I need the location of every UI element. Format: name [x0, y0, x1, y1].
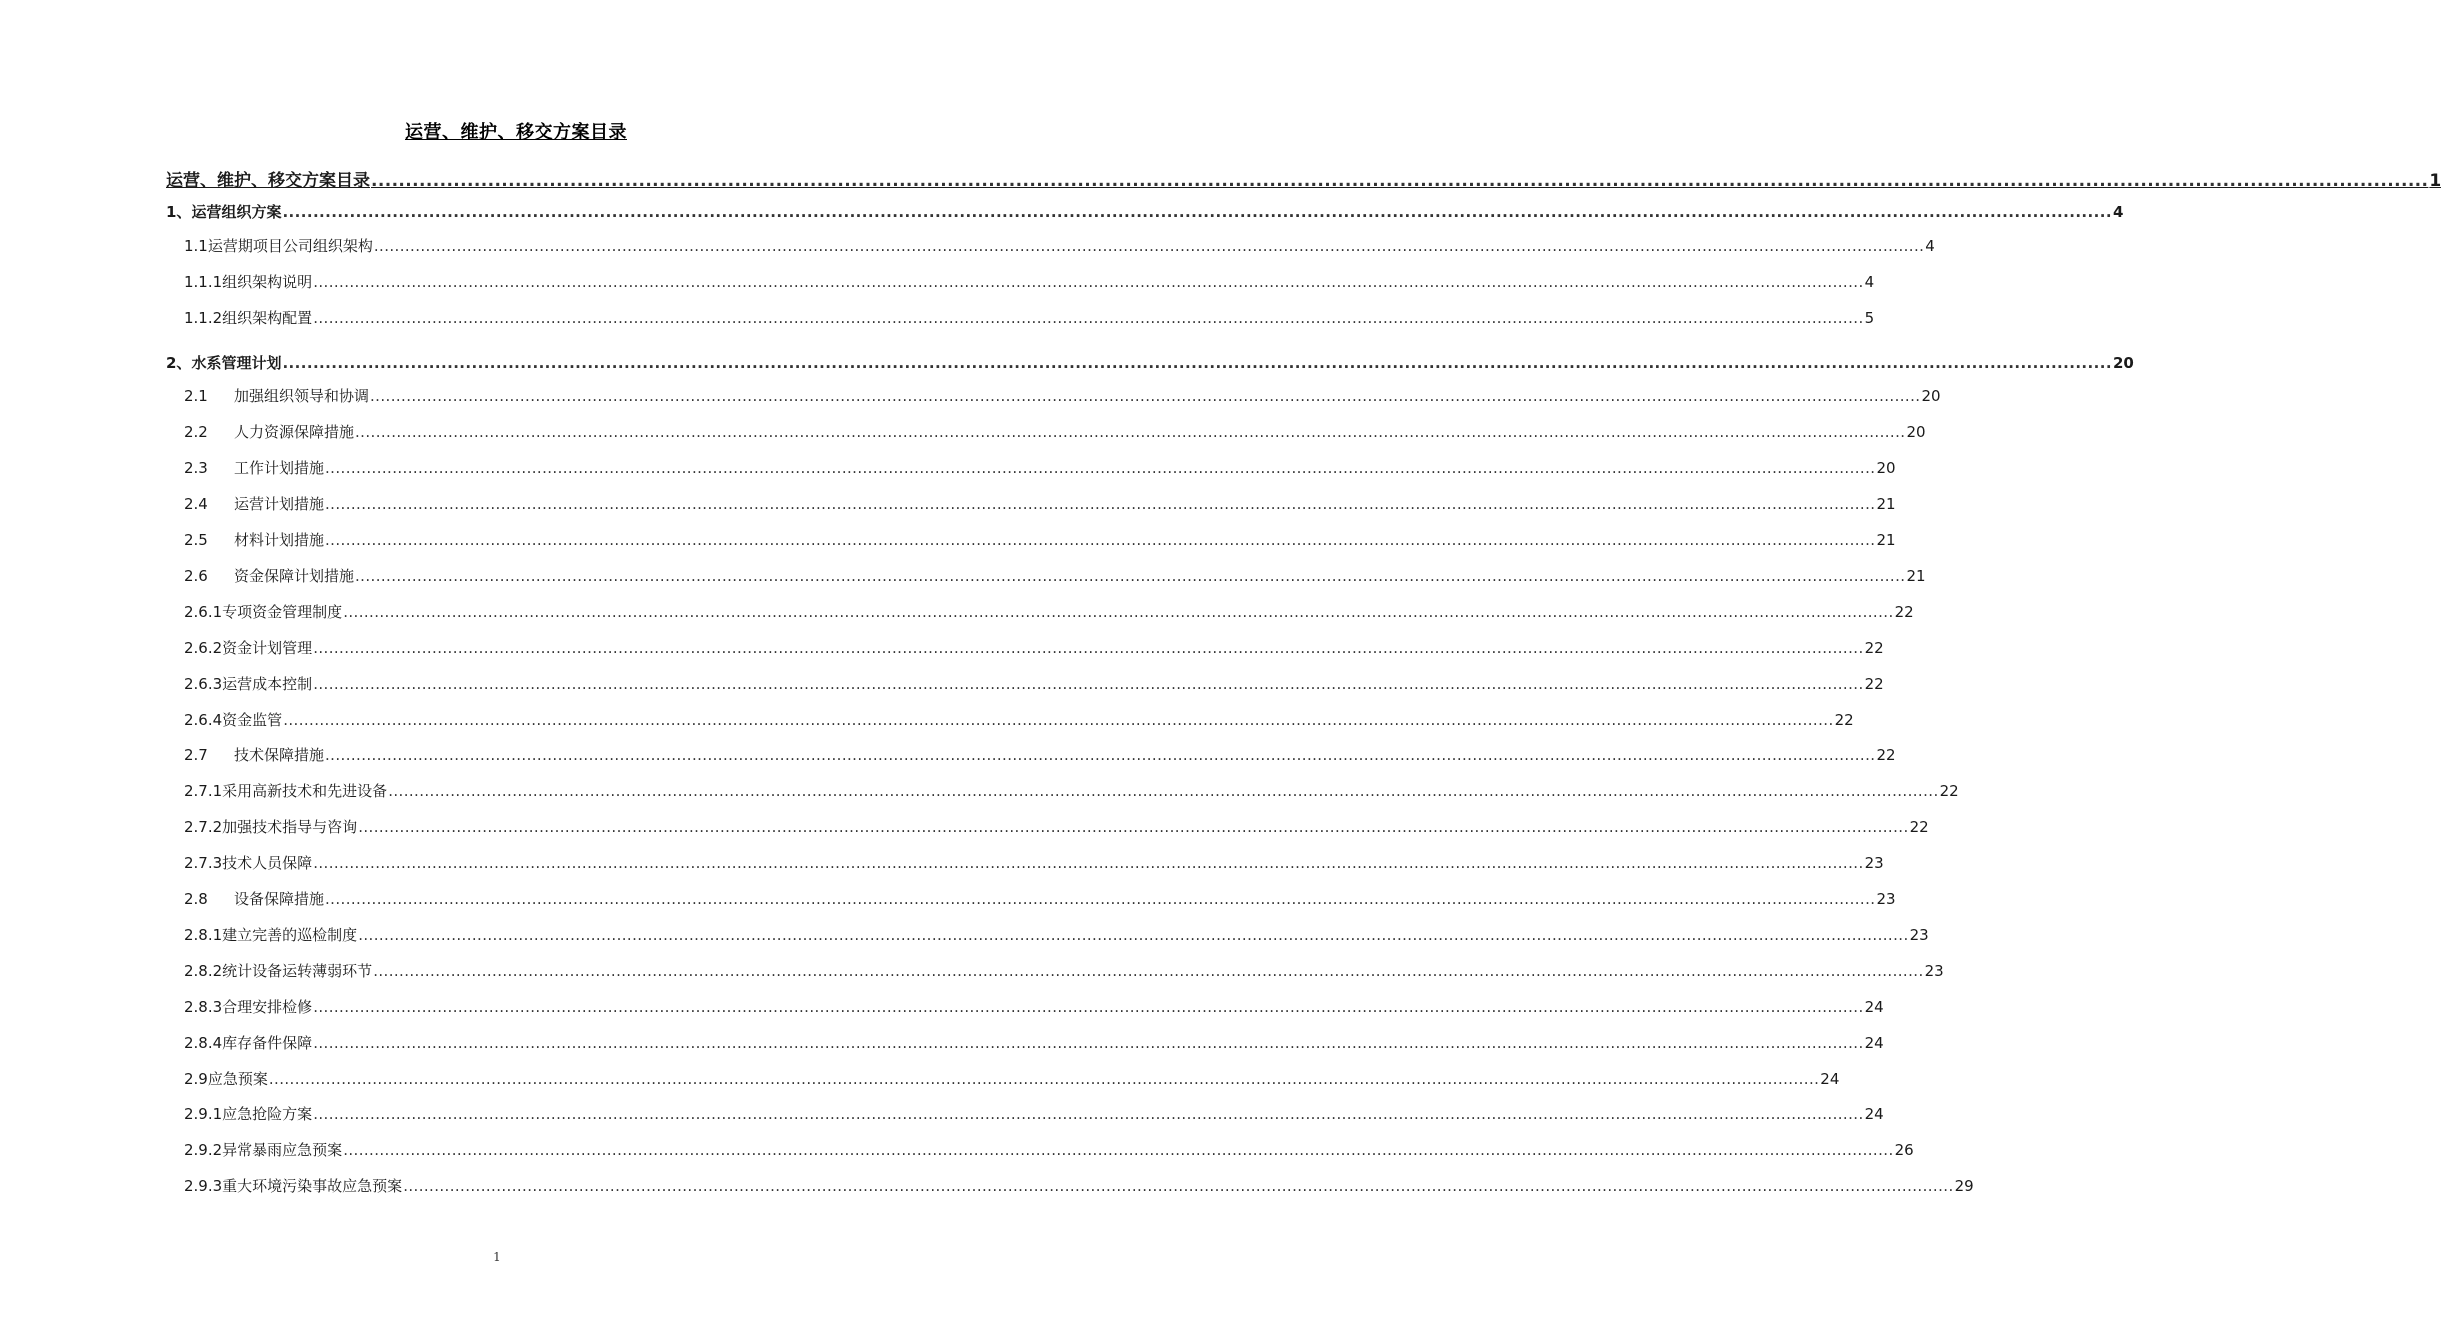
- toc-entry-text: 材料计划措施: [234, 531, 325, 549]
- toc-entry-text: 资金保障计划措施: [234, 567, 355, 585]
- toc-entry[interactable]: [184, 565, 1926, 586]
- toc-dot-leader: ............................................................................................................................................................................................................................................................................................................: [373, 237, 1925, 255]
- toc-entry[interactable]: [184, 457, 1896, 478]
- toc-dot-leader: ............................................................................................................................................................................................................................................................................................................: [325, 459, 1876, 477]
- toc-entry-text: 库存备件保障: [222, 1034, 313, 1052]
- toc-entry-label: [184, 1175, 402, 1196]
- toc-entry-label: [184, 996, 312, 1017]
- toc-entry-text: 运营组织方案: [191, 203, 282, 221]
- toc-entry-label: [166, 201, 281, 222]
- toc-entry-label: [184, 673, 312, 694]
- toc-entry-label: [184, 1139, 342, 1160]
- toc-entry-number: 2.7.3: [184, 854, 223, 872]
- toc-entry[interactable]: [184, 601, 1914, 622]
- toc-entry[interactable]: [166, 352, 2134, 373]
- toc-entry[interactable]: [184, 709, 1854, 730]
- toc-entry-page: 21: [1876, 531, 1896, 549]
- toc-dot-leader: ............................................................................................................................................................................................................................................................................................................: [313, 854, 1864, 872]
- toc-entry[interactable]: [184, 673, 1884, 694]
- toc-entry-number: 2.8.3: [184, 998, 223, 1016]
- toc-dot-leader: ............................................................................................................................................................................................................................................................................................................: [313, 309, 1864, 327]
- toc-entry[interactable]: [184, 1068, 1840, 1089]
- toc-entry-number: 2.4: [184, 495, 208, 513]
- toc-entry-label: [184, 565, 354, 586]
- toc-entry-text: 运营计划措施: [234, 495, 325, 513]
- toc-entry-page: 1: [2429, 171, 2441, 191]
- toc-entry-label: [184, 637, 312, 658]
- toc-entry[interactable]: [184, 996, 1884, 1017]
- toc-entry-page: 29: [1954, 1177, 1974, 1195]
- toc-entry-label: [184, 1032, 312, 1053]
- toc-entry-page: 21: [1876, 495, 1896, 513]
- toc-entry-label: [184, 924, 357, 945]
- toc-entry-label: [184, 816, 357, 837]
- toc-dot-leader: ............................................................................................................................................................................................................................................................................................................: [355, 567, 1906, 585]
- toc-entry-page: 24: [1864, 1034, 1884, 1052]
- toc-dot-leader: ............................................................................................................................................................................................................................................................................................................: [343, 1141, 1894, 1159]
- toc-entry-page: 22: [1909, 818, 1929, 836]
- toc-dot-leader: ............................................................................................................................................................................................................................................................................................................: [403, 1177, 1954, 1195]
- toc-entry[interactable]: [184, 924, 1929, 945]
- toc-dot-leader: ............................................................................................................................................................................................................................................................................................................: [283, 711, 1834, 729]
- toc-entry-number: 2.6: [184, 567, 208, 585]
- toc-entry-page: 20: [1876, 459, 1896, 477]
- toc-entry-number: 2.9.1: [184, 1105, 223, 1123]
- toc-entry-label: [184, 1103, 312, 1124]
- toc-entry-page: 22: [1939, 782, 1959, 800]
- toc-entry-number: 2.7.1: [184, 782, 223, 800]
- toc-entry-label: [184, 888, 324, 909]
- toc-entry-text: 组织架构配置: [222, 309, 313, 327]
- toc-entry-text: 设备保障措施: [234, 890, 325, 908]
- toc-entry-label: [184, 457, 324, 478]
- toc-entry-number: 2.7.2: [184, 818, 223, 836]
- toc-entry-number: 2.5: [184, 531, 208, 549]
- toc-entry[interactable]: [184, 637, 1884, 658]
- toc-entry[interactable]: [184, 1139, 1914, 1160]
- toc-entry-label: [184, 385, 369, 406]
- toc-entry-text: 资金计划管理: [222, 639, 313, 657]
- toc-dot-leader: ............................................................................................................................................................................................................................................................................................................: [325, 495, 1876, 513]
- toc-entry-text: 应急抢险方案: [222, 1105, 313, 1123]
- toc-dot-leader: ............................................................................................................................................................................................................................................................................................................: [373, 962, 1924, 980]
- toc-dot-leader: ............................................................................................................................................................................................................................................................................................................: [282, 354, 2112, 372]
- toc-dot-leader: ............................................................................................................................................................................................................................................................................................................: [313, 998, 1864, 1016]
- toc-entry[interactable]: [184, 852, 1884, 873]
- toc-entry-text: 技术保障措施: [234, 746, 325, 764]
- toc-dot-leader: ............................................................................................................................................................................................................................................................................................................: [325, 531, 1876, 549]
- toc-entry-number: 2.7: [184, 746, 208, 764]
- toc-entry-page: 22: [1864, 639, 1884, 657]
- toc-entry-number: 1.1.1: [184, 273, 223, 291]
- toc-entry-label: [184, 852, 312, 873]
- toc-entry-page: 22: [1864, 675, 1884, 693]
- toc-entry[interactable]: [184, 780, 1959, 801]
- toc-entry-label: [184, 529, 324, 550]
- toc-entry-label: [184, 235, 373, 256]
- toc-dot-leader: ............................................................................................................................................................................................................................................................................................................: [313, 675, 1864, 693]
- toc-entry-text: 加强组织领导和协调: [234, 387, 370, 405]
- toc-entry-page: 23: [1924, 962, 1944, 980]
- toc-entry-label: [184, 421, 354, 442]
- toc-entry-label: [184, 601, 342, 622]
- toc-entry-text: 运营、维护、移交方案目录: [166, 171, 370, 191]
- document-title: 运营、维护、移交方案目录: [405, 122, 627, 143]
- toc-entry-label: [166, 352, 281, 373]
- toc-entry-number: 2、: [166, 354, 192, 372]
- toc-entry-page: 22: [1834, 711, 1854, 729]
- toc-entry-page: 20: [1906, 423, 1926, 441]
- toc-dot-leader: ............................................................................................................................................................................................................................................................................................................: [268, 1070, 1820, 1088]
- toc-dot-leader: ............................................................................................................................................................................................................................................................................................................: [343, 603, 1894, 621]
- toc-entry-text: 应急预案: [207, 1070, 268, 1088]
- toc-entry-page: 23: [1864, 854, 1884, 872]
- toc-entry-text: 建立完善的巡检制度: [222, 926, 358, 944]
- toc-entry[interactable]: [184, 960, 1944, 981]
- toc-entry-page: 24: [1864, 1105, 1884, 1123]
- toc-entry-number: 2.6.4: [184, 711, 223, 729]
- toc-entry-page: 4: [1925, 237, 1935, 255]
- toc-entry-text: 异常暴雨应急预案: [222, 1141, 343, 1159]
- toc-dot-leader: ............................................................................................................................................................................................................................................................................................................: [313, 1034, 1864, 1052]
- toc-entry-page: 20: [2112, 354, 2134, 372]
- toc-dot-leader: ............................................................................................................................................................................................................................................................................................................: [313, 1105, 1864, 1123]
- toc-entry-number: 2.1: [184, 387, 208, 405]
- toc-dot-leader: ............................................................................................................................................................................................................................................................................................................: [313, 639, 1864, 657]
- toc-dot-leader: ............................................................................................................................................................................................................................................................................................................: [358, 926, 1909, 944]
- toc-entry-text: 加强技术指导与咨询: [222, 818, 358, 836]
- toc-entry-text: 专项资金管理制度: [222, 603, 343, 621]
- toc-entry-page: 23: [1876, 890, 1896, 908]
- toc-entry[interactable]: [184, 385, 1941, 406]
- toc-entry-page: 21: [1906, 567, 1926, 585]
- toc-entry[interactable]: [184, 744, 1896, 765]
- toc-dot-leader: ............................................................................................................................................................................................................................................................................................................: [358, 818, 1909, 836]
- toc-entry[interactable]: [184, 1103, 1884, 1124]
- toc-entry-number: 2.9.3: [184, 1177, 223, 1195]
- toc-entry-number: 1.1: [184, 237, 208, 255]
- toc-entry-page: 4: [2112, 203, 2124, 221]
- toc-entry-text: 统计设备运转薄弱环节: [222, 962, 373, 980]
- toc-entry[interactable]: [184, 529, 1896, 550]
- toc-entry-number: 2.9: [184, 1070, 208, 1088]
- toc-dot-leader: ............................................................................................................................................................................................................................................................................................................: [355, 423, 1906, 441]
- toc-entry-text: 水系管理计划: [191, 354, 282, 372]
- toc-entry-label: [184, 744, 324, 765]
- toc-entry-page: 4: [1864, 273, 1875, 291]
- toc-entry-label: [184, 1068, 268, 1089]
- toc-entry[interactable]: [166, 201, 2124, 222]
- toc-entry-label: [184, 271, 312, 292]
- toc-dot-leader: ............................................................................................................................................................................................................................................................................................................: [282, 203, 2112, 221]
- toc-entry-text: 合理安排检修: [222, 998, 313, 1016]
- toc-entry[interactable]: [184, 888, 1896, 909]
- toc-entry[interactable]: [184, 271, 1875, 292]
- toc-dot-leader: ............................................................................................................................................................................................................................................................................................................: [388, 782, 1939, 800]
- toc-entry-page: 22: [1894, 603, 1914, 621]
- toc-entry-text: 组织架构说明: [222, 273, 313, 291]
- toc-entry-number: 2.8: [184, 890, 208, 908]
- toc-entry-text: 技术人员保障: [222, 854, 313, 872]
- toc-entry-number: 2.2: [184, 423, 208, 441]
- page-number: 1: [493, 1250, 501, 1264]
- toc-entry-page: 20: [1921, 387, 1941, 405]
- toc-dot-leader: ............................................................................................................................................................................................................................................................................................................: [325, 890, 1876, 908]
- toc-entry-page: 22: [1876, 746, 1896, 764]
- toc-entry-number: 1.1.2: [184, 309, 223, 327]
- toc-entry[interactable]: [184, 1032, 1884, 1053]
- toc-entry[interactable]: [184, 493, 1896, 514]
- toc-entry-text: 工作计划措施: [234, 459, 325, 477]
- toc-entry[interactable]: [184, 816, 1929, 837]
- toc-entry-text: 运营期项目公司组织架构: [207, 237, 373, 255]
- toc-entry-page: 23: [1909, 926, 1929, 944]
- toc-entry-text: 人力资源保障措施: [234, 423, 355, 441]
- toc-dot-leader: ............................................................................................................................................................................................................................................................................................................: [370, 387, 1921, 405]
- toc-entry-label: [166, 166, 370, 191]
- toc-entry-text: 重大环境污染事故应急预案: [222, 1177, 403, 1195]
- toc-entry-page: 24: [1820, 1070, 1840, 1088]
- toc-entry-page: 24: [1864, 998, 1884, 1016]
- toc-entry-label: [184, 780, 387, 801]
- toc-entry-label: [184, 960, 372, 981]
- toc-entry[interactable]: [184, 235, 1935, 256]
- toc-entry-text: 资金监管: [222, 711, 283, 729]
- toc-entry-number: 2.6.1: [184, 603, 223, 621]
- toc-dot-leader: ............................................................................................................................................................................................................................................................................................................: [371, 171, 2429, 191]
- toc-entry-number: 2.8.2: [184, 962, 223, 980]
- toc-entry[interactable]: [166, 166, 2441, 191]
- toc-entry-page: 5: [1864, 309, 1875, 327]
- toc-entry-number: 2.9.2: [184, 1141, 223, 1159]
- toc-entry-number: 2.6.3: [184, 675, 223, 693]
- toc-entry-label: [184, 709, 282, 730]
- toc-entry-text: 运营成本控制: [222, 675, 313, 693]
- toc-entry-number: 2.3: [184, 459, 208, 477]
- toc-entry-page: 26: [1894, 1141, 1914, 1159]
- toc-entry-number: 2.8.4: [184, 1034, 223, 1052]
- toc-entry-number: 2.6.2: [184, 639, 223, 657]
- toc-entry[interactable]: [184, 1175, 1974, 1196]
- toc-entry[interactable]: [184, 307, 1875, 328]
- toc-entry-number: 1、: [166, 203, 192, 221]
- toc-entry[interactable]: [184, 421, 1926, 442]
- toc-entry-label: [184, 307, 312, 328]
- toc-dot-leader: ............................................................................................................................................................................................................................................................................................................: [325, 746, 1876, 764]
- toc-entry-label: [184, 493, 324, 514]
- toc-entry-text: 采用高新技术和先进设备: [222, 782, 388, 800]
- toc-dot-leader: ............................................................................................................................................................................................................................................................................................................: [313, 273, 1864, 291]
- toc-entry-number: 2.8.1: [184, 926, 223, 944]
